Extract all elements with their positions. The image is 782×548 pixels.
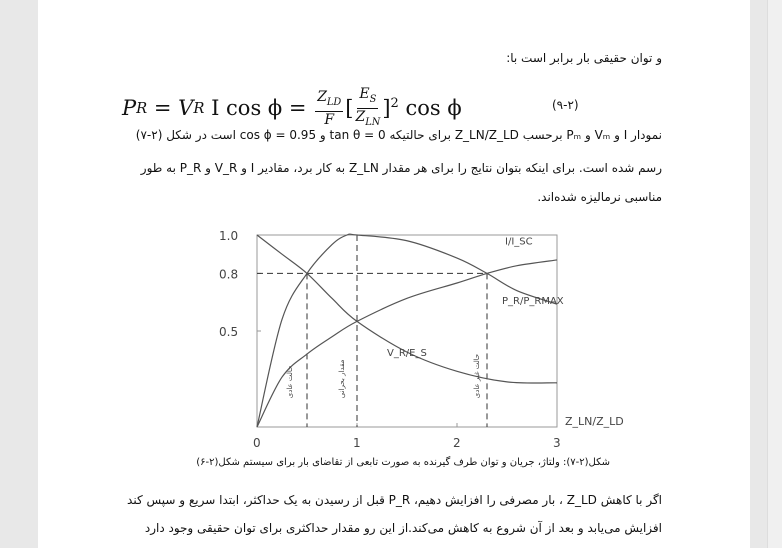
- region-label: حالت عادی: [286, 365, 294, 399]
- eq-lhs-sub: R: [136, 99, 148, 117]
- frac2-num: E: [359, 86, 370, 102]
- y-tick-label: 1.0: [219, 229, 239, 243]
- series-label: I/I_SC: [505, 236, 533, 248]
- equation-number: (۹-۲): [552, 98, 579, 112]
- y-tick-label: 0.8: [219, 267, 239, 282]
- para1-line2: رسم شده است. برای اینکه بتوان نتایج را برای هر مقدار Z_LN به کار برد، مقادیر I و V_R و P_R به طور: [140, 161, 662, 175]
- x-tick-label: 1: [353, 436, 361, 450]
- series-line: [257, 234, 557, 427]
- frac1-num-sub: LD: [326, 96, 342, 108]
- intro-line: و توان حقیقی بار برابر است با:: [506, 51, 662, 65]
- frac2-den-sub: LN: [365, 116, 381, 128]
- y-tick-label: 0.5: [219, 325, 239, 339]
- eq-lhs: P: [122, 96, 137, 121]
- equation-9-2: P R = V R I cos ϕ = $\frac{Z_{LD}}{F}$ [ $\frac{E_S}{Z_{LN}}$ ]$^2$ cos ϕ: [122, 86, 462, 131]
- region-label: حالت غیر عادی: [473, 353, 481, 399]
- series-label: V_R/E_S: [387, 347, 427, 359]
- eq-mid: I cos ϕ =: [211, 96, 307, 121]
- frac2-num-sub: S: [369, 93, 377, 105]
- para1-line3: مناسبی نرمالیزه شده‌اند.: [537, 190, 662, 204]
- series-label: P_R/P_RMAX: [502, 296, 564, 308]
- eq-vr: V: [178, 96, 194, 121]
- region-label: مقدار بحرانی: [338, 359, 346, 399]
- eq-tail: cos ϕ: [405, 96, 462, 121]
- eq-vr-sub: R: [193, 99, 205, 117]
- document-page: [38, 0, 750, 548]
- para1-line1: نمودار I و Vₘ و Pₘ برحسب Z_LN/Z_LD برای حالتیکه tan θ = 0 و cos ϕ = 0.95 است در شکل (۲-۷): [135, 128, 662, 142]
- para2-line1: اگر با کاهش Z_LD ، بار مصرفی را افزایش دهیم، P_R قبل از رسیدن به یک حداکثر، ابتدا سریع و سپس کند: [127, 493, 662, 507]
- frac1-num: Z: [317, 88, 327, 105]
- x-tick-label: 0: [253, 436, 261, 450]
- figure-caption: شکل(۲-۷): ولتاژ، جریان و توان طرف گیرنده به صورت تابعی از تقاضای بار برای سیستم شکل(۲-۶): [196, 457, 610, 468]
- x-tick-label: 2: [453, 436, 461, 450]
- series-line: [257, 235, 557, 383]
- vertical-scrollbar[interactable]: [767, 0, 782, 548]
- x-axis-label: Z_LN/Z_LD: [565, 415, 624, 428]
- x-tick-label: 3: [553, 436, 561, 450]
- frac2-den: Z: [355, 108, 366, 125]
- series-line: [257, 260, 557, 427]
- para2-line2: افزایش می‌یابد و بعد از آن شروع به کاهش می‌کند.از این رو مقدار حداکثری برای توان حقیقی وجود دارد: [144, 521, 662, 535]
- plot-frame: [257, 235, 557, 427]
- frac1-den: F: [324, 111, 335, 128]
